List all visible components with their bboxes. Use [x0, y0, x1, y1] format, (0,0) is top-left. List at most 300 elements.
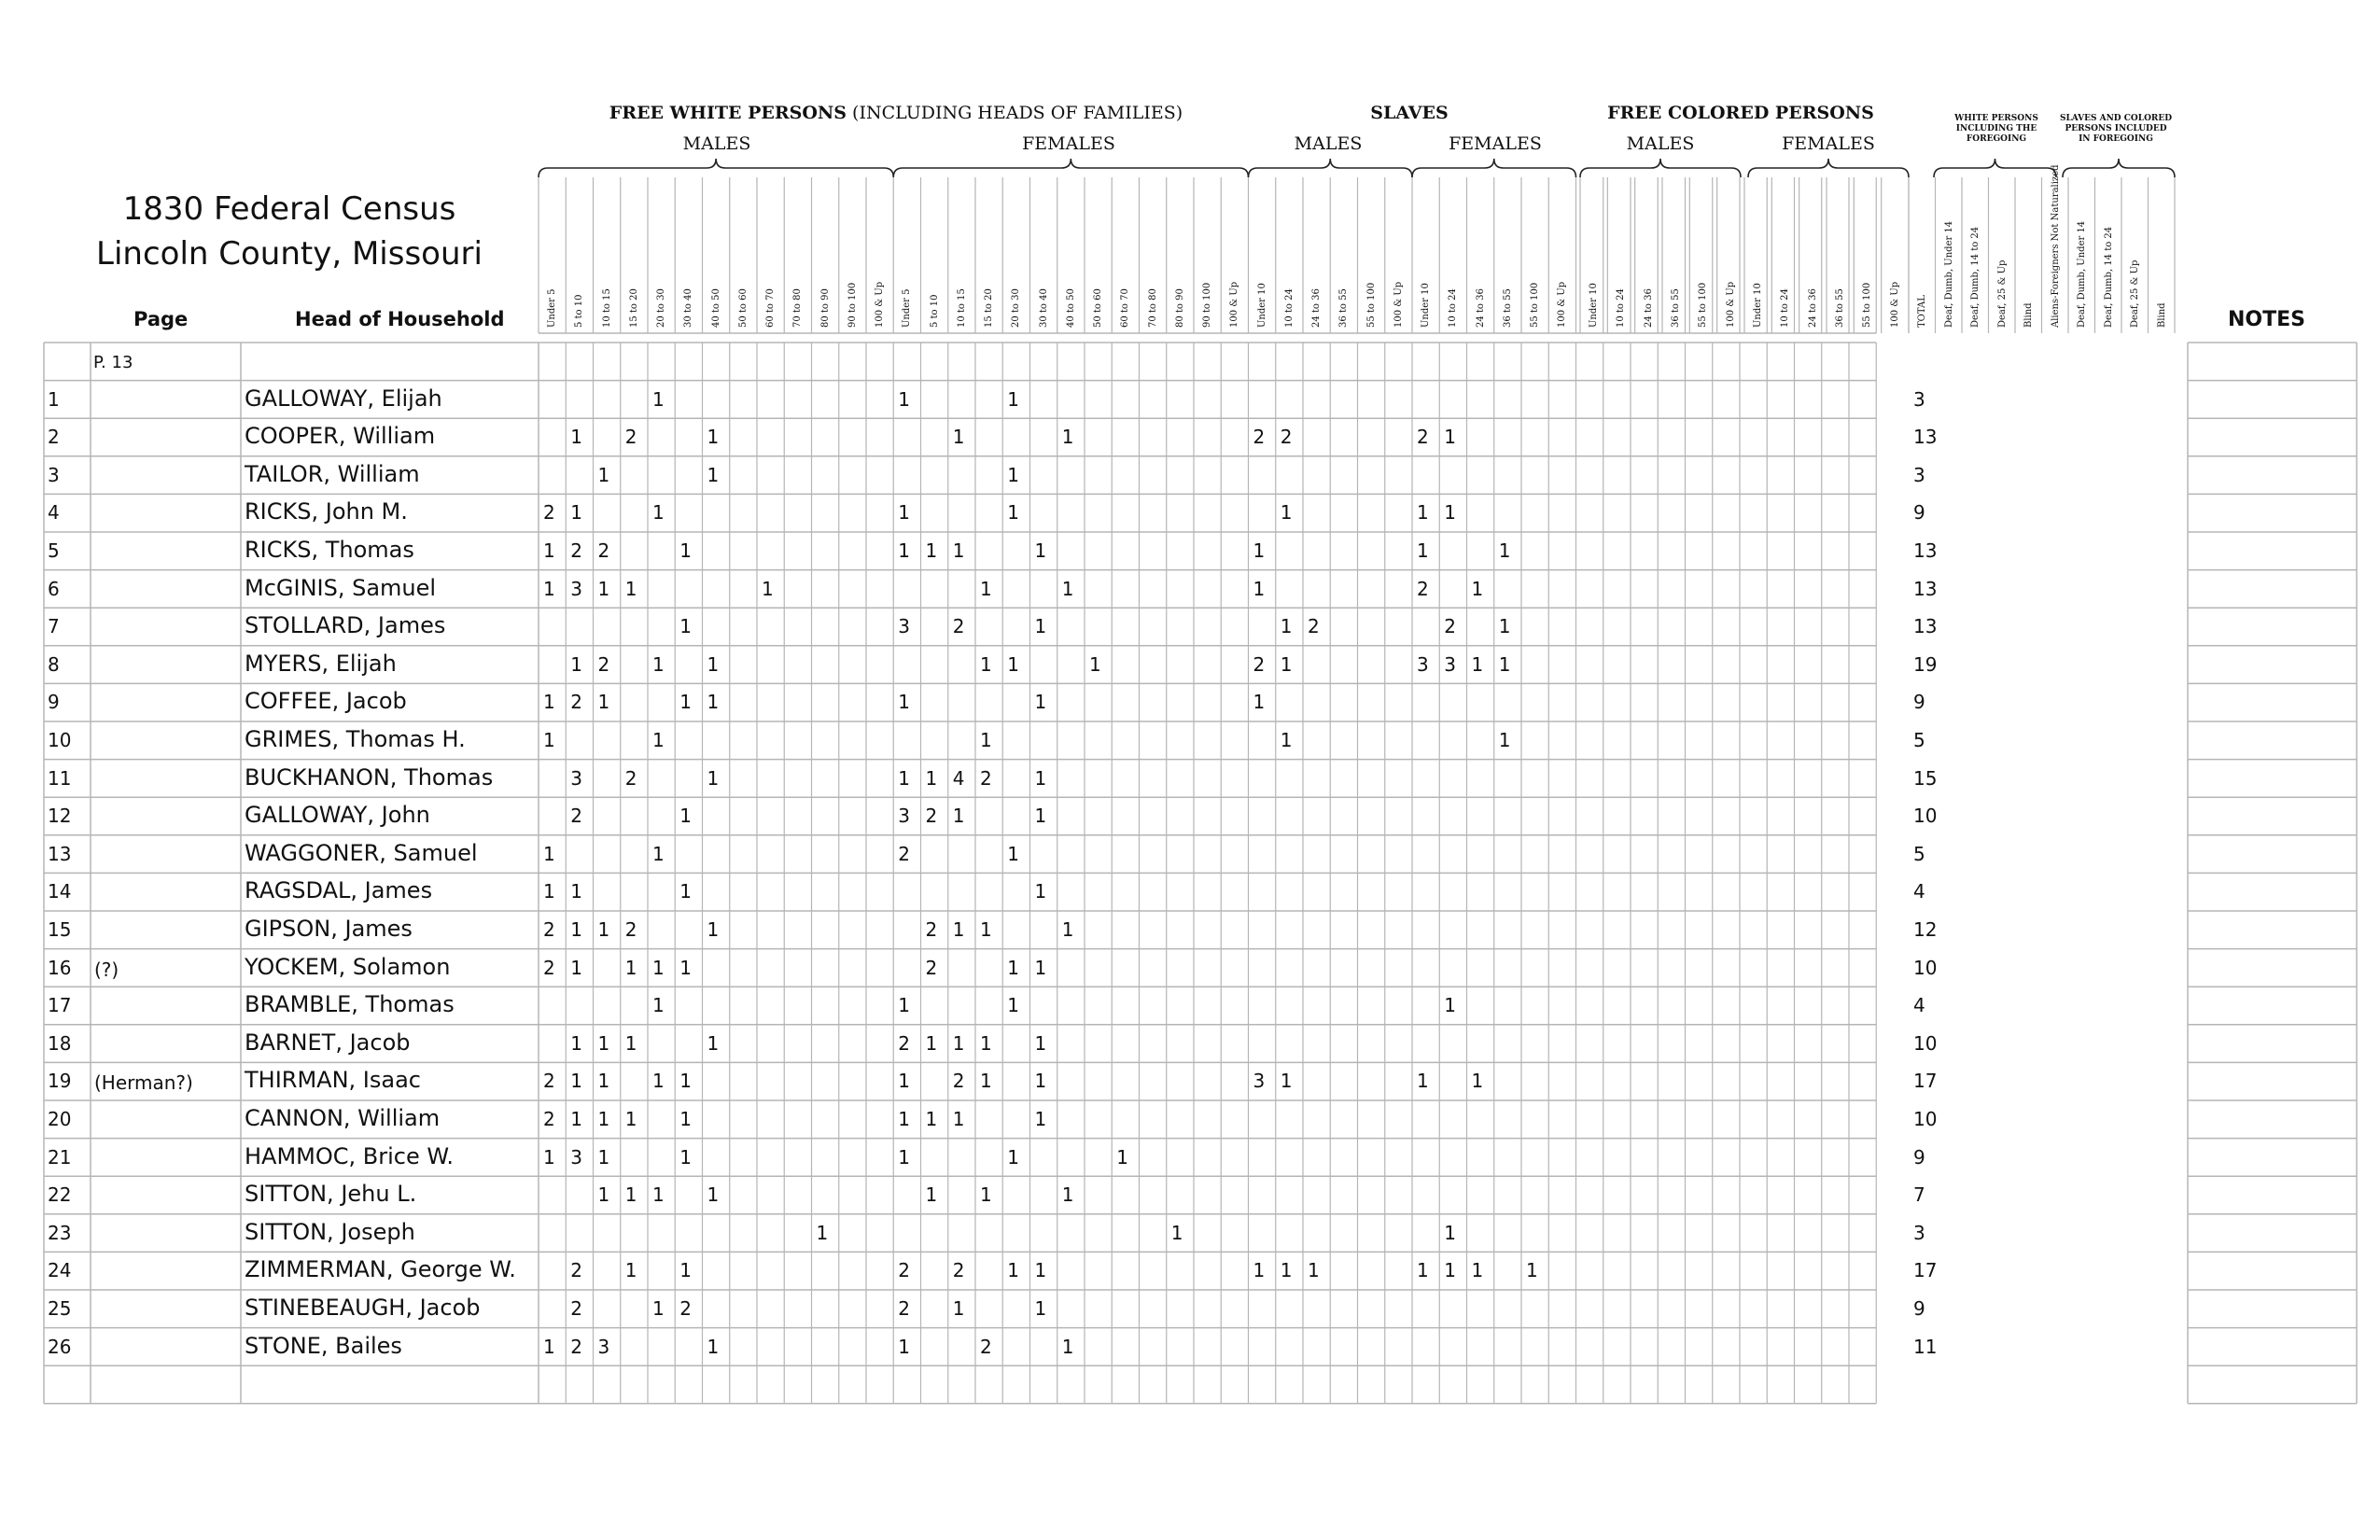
white-persons-disabled-header: WHITE PERSONS INCLUDING THE FOREGOING: [1954, 114, 2038, 144]
count-cell: 1: [1280, 1259, 1293, 1282]
total-cell: 4: [1913, 994, 1925, 1017]
count-cell: 1: [597, 577, 610, 600]
count-cell: 2: [1253, 426, 1266, 449]
count-cell: 1: [543, 691, 555, 714]
age-column-label-text: 10 to 24: [1283, 288, 1295, 328]
count-cell: 1: [597, 918, 610, 941]
total-cell: 9: [1913, 1297, 1925, 1320]
count-cell: 1: [1034, 1108, 1047, 1130]
count-cell: 1: [1034, 1031, 1047, 1055]
count-cell: 1: [1253, 577, 1266, 600]
count-cell: 1: [652, 842, 665, 865]
household-name: GIPSON, James: [245, 916, 413, 942]
count-cell: 1: [925, 539, 938, 562]
fcp-females-header: FEMALES: [1782, 133, 1875, 154]
fcp-males-header: MALES: [1626, 133, 1695, 154]
count-cell: 1: [1471, 577, 1484, 600]
count-cell: 1: [952, 1108, 965, 1130]
count-cell: 1: [898, 387, 910, 411]
count-cell: 1: [1034, 766, 1047, 790]
count-cell: 1: [1417, 501, 1429, 525]
count-cell: 1: [1007, 1259, 1019, 1282]
count-cell: 1: [543, 842, 555, 865]
household-name: COFFEE, Jacob: [245, 688, 407, 715]
count-cell: 1: [1061, 426, 1074, 449]
household-name: WAGGONER, Samuel: [245, 839, 478, 866]
count-cell: 2: [980, 1335, 992, 1358]
count-cell: 1: [1444, 994, 1456, 1017]
count-cell: 1: [762, 577, 774, 600]
count-cell: 3: [570, 577, 582, 600]
row-number: 8: [48, 652, 60, 676]
count-cell: 2: [1253, 652, 1266, 676]
count-cell: 1: [1007, 994, 1019, 1017]
count-cell: 2: [952, 1070, 965, 1093]
age-column-label-text: 24 to 36: [1475, 288, 1486, 328]
count-cell: 1: [1034, 1297, 1047, 1320]
count-cell: 1: [1280, 729, 1293, 751]
age-column-label-text: 50 to 60: [737, 288, 749, 328]
count-cell: 1: [1471, 1070, 1484, 1093]
count-cell: 1: [1034, 805, 1047, 828]
row-number: 23: [48, 1221, 72, 1244]
count-cell: 2: [898, 1031, 910, 1055]
total-cell: 7: [1913, 1183, 1925, 1207]
count-cell: 1: [652, 956, 665, 979]
count-cell: 1: [597, 463, 610, 486]
total-cell: 5: [1913, 842, 1925, 865]
count-cell: 1: [624, 1183, 637, 1207]
count-cell: 1: [898, 1335, 910, 1358]
free-white-persons-label: FREE WHITE PERSONS: [609, 103, 847, 123]
count-cell: 1: [679, 1259, 692, 1282]
page-reference: P. 13: [93, 353, 133, 372]
count-cell: 1: [1034, 615, 1047, 638]
count-cell: 3: [570, 766, 582, 790]
age-column-label-text: 36 to 55: [1502, 288, 1513, 328]
count-cell: 1: [570, 501, 582, 525]
total-cell: 13: [1913, 426, 1938, 449]
count-cell: 2: [925, 956, 938, 979]
total-cell: 10: [1913, 1031, 1938, 1055]
household-name: GRIMES, Thomas H.: [245, 726, 466, 752]
count-cell: 1: [1007, 652, 1019, 676]
count-cell: 1: [1280, 652, 1293, 676]
notes-column-header: NOTES: [2228, 308, 2305, 331]
count-cell: 1: [570, 1108, 582, 1130]
count-cell: 1: [707, 918, 720, 941]
age-column-label-text: 40 to 50: [710, 288, 721, 328]
row-number: 12: [48, 805, 72, 828]
count-cell: 1: [1471, 1259, 1484, 1282]
count-cell: 1: [1498, 539, 1511, 562]
count-cell: 1: [980, 1031, 992, 1055]
age-column-label-text: 30 to 40: [1038, 288, 1049, 328]
age-column-label-text: 55 to 100: [1698, 282, 1709, 328]
free-colored-persons-header: FREE COLORED PERSONS: [1607, 103, 1874, 123]
count-cell: 1: [952, 426, 965, 449]
row-number: 5: [48, 539, 60, 562]
row-number: 9: [48, 691, 60, 714]
count-cell: 1: [1526, 1259, 1538, 1282]
count-cell: 1: [1034, 691, 1047, 714]
row-number: 3: [48, 463, 60, 486]
count-cell: 1: [1034, 1070, 1047, 1093]
age-column-label-text: 20 to 30: [656, 288, 666, 328]
fwp-females-header: FEMALES: [1022, 133, 1115, 154]
age-column-label-text: 55 to 100: [1530, 282, 1540, 328]
household-name: RAGSDAL, James: [245, 877, 433, 904]
total-cell: 10: [1913, 805, 1938, 828]
count-cell: 1: [543, 539, 555, 562]
census-title: 1830 Federal Census: [122, 190, 456, 228]
total-cell: 15: [1913, 766, 1938, 790]
count-cell: 1: [898, 1070, 910, 1093]
head-of-household-column-header: Head of Household: [295, 308, 505, 330]
row-number: 17: [48, 994, 72, 1017]
age-column-label-text: 24 to 36: [1807, 288, 1818, 328]
household-name: RICKS, John M.: [245, 498, 408, 525]
count-cell: 1: [1061, 918, 1074, 941]
count-cell: 2: [570, 1259, 582, 1282]
count-cell: 2: [1417, 426, 1429, 449]
age-column-label-text: TOTAL: [1917, 295, 1927, 328]
age-column-label-text: 80 to 90: [1174, 288, 1185, 328]
count-cell: 1: [570, 1070, 582, 1093]
row-number: 25: [48, 1297, 72, 1320]
count-cell: 1: [1007, 956, 1019, 979]
count-cell: 2: [597, 652, 610, 676]
count-cell: 1: [925, 1108, 938, 1130]
age-column-label-text: 15 to 20: [628, 288, 639, 328]
count-cell: 1: [952, 1297, 965, 1320]
count-cell: 1: [707, 766, 720, 790]
age-column-label-text: 24 to 36: [1643, 288, 1654, 328]
count-cell: 2: [1417, 577, 1429, 600]
row-number: 2: [48, 426, 60, 449]
age-column-label-text: Blind: [2023, 302, 2034, 328]
count-cell: 1: [679, 1145, 692, 1169]
count-cell: 1: [1061, 1183, 1074, 1207]
age-column-label-text: 10 to 15: [956, 288, 967, 328]
count-cell: 1: [1061, 1335, 1074, 1358]
count-cell: 1: [816, 1221, 829, 1244]
row-number: 19: [48, 1070, 72, 1093]
count-cell: 2: [898, 842, 910, 865]
count-cell: 2: [624, 426, 637, 449]
count-cell: 2: [570, 691, 582, 714]
count-cell: 1: [652, 1070, 665, 1093]
count-cell: 1: [652, 994, 665, 1017]
count-cell: 1: [679, 539, 692, 562]
count-cell: 1: [1007, 1145, 1019, 1169]
age-column-label-text: 55 to 100: [1862, 282, 1873, 328]
age-column-label-text: 10 to 15: [601, 288, 612, 328]
slave-females-header: FEMALES: [1449, 133, 1542, 154]
count-cell: 1: [1498, 652, 1511, 676]
row-number: 26: [48, 1335, 72, 1358]
age-column-label-text: 5 to 10: [929, 294, 940, 328]
count-cell: 2: [543, 956, 555, 979]
age-column-label-text: Under 10: [1753, 283, 1763, 328]
age-column-label-text: 100 & Up: [1889, 281, 1900, 328]
fwp-males-header: MALES: [682, 133, 751, 154]
count-cell: 1: [570, 880, 582, 903]
count-cell: 1: [707, 1031, 720, 1055]
count-cell: 1: [1034, 1259, 1047, 1282]
count-cell: 1: [707, 652, 720, 676]
row-number: 22: [48, 1183, 72, 1207]
count-cell: 1: [707, 1335, 720, 1358]
age-column-label-text: 70 to 80: [1147, 288, 1158, 328]
count-cell: 1: [543, 1145, 555, 1169]
age-column-label-text: Under 5: [902, 288, 913, 328]
age-column-label-text: 36 to 55: [1835, 288, 1845, 328]
age-column-label-text: Deaf, 25 & Up: [2130, 259, 2140, 328]
total-cell: 13: [1913, 577, 1938, 600]
count-cell: 1: [952, 805, 965, 828]
count-cell: 1: [624, 1259, 637, 1282]
count-cell: 1: [1253, 539, 1266, 562]
count-cell: 2: [1280, 426, 1293, 449]
count-cell: 1: [925, 1031, 938, 1055]
count-cell: 1: [652, 1183, 665, 1207]
age-column-label-text: 100 & Up: [1393, 281, 1404, 328]
row-number: 24: [48, 1259, 72, 1282]
age-column-label-text: 80 to 90: [819, 288, 831, 328]
row-number: 15: [48, 918, 72, 941]
count-cell: 2: [570, 539, 582, 562]
count-cell: 1: [1061, 577, 1074, 600]
count-cell: 1: [952, 918, 965, 941]
count-cell: 1: [543, 880, 555, 903]
age-column-label-text: Deaf, 25 & Up: [1996, 259, 2008, 328]
count-cell: 3: [898, 615, 910, 638]
age-column-label-text: 60 to 70: [765, 288, 776, 328]
count-cell: 1: [624, 1108, 637, 1130]
count-cell: 2: [952, 615, 965, 638]
household-name: MYERS, Elijah: [245, 650, 397, 677]
household-name: BARNET, Jacob: [245, 1029, 411, 1056]
age-column-label-text: 90 to 100: [1202, 282, 1212, 328]
count-cell: 1: [543, 1335, 555, 1358]
count-cell: 1: [980, 1183, 992, 1207]
count-cell: 3: [570, 1145, 582, 1169]
count-cell: 1: [925, 1183, 938, 1207]
age-column-label-text: 10 to 24: [1448, 288, 1459, 328]
slave-males-header: MALES: [1294, 133, 1363, 154]
count-cell: 1: [1253, 691, 1266, 714]
count-cell: 1: [1417, 539, 1429, 562]
total-cell: 17: [1913, 1070, 1938, 1093]
count-cell: 3: [597, 1335, 610, 1358]
total-cell: 3: [1913, 463, 1925, 486]
household-name: GALLOWAY, Elijah: [245, 385, 442, 412]
age-column-label-text: 40 to 50: [1065, 288, 1076, 328]
count-cell: 1: [652, 1297, 665, 1320]
count-cell: 1: [570, 956, 582, 979]
count-cell: 1: [1034, 539, 1047, 562]
count-cell: 1: [597, 1183, 610, 1207]
age-column-label-text: Blind: [2156, 302, 2167, 328]
count-cell: 1: [1007, 387, 1019, 411]
count-cell: 1: [1444, 1221, 1456, 1244]
household-name: HAMMOC, Brice W.: [245, 1142, 454, 1169]
total-cell: 9: [1913, 1145, 1925, 1169]
count-cell: 1: [679, 1108, 692, 1130]
age-column-label-text: 24 to 36: [1311, 288, 1322, 328]
count-cell: 3: [1444, 652, 1456, 676]
age-column-label-text: 20 to 30: [1011, 288, 1022, 328]
count-cell: 1: [1444, 1259, 1456, 1282]
count-cell: 1: [1471, 652, 1484, 676]
count-cell: 1: [652, 729, 665, 751]
count-cell: 1: [898, 1145, 910, 1169]
row-number: 10: [48, 729, 72, 751]
age-column-label-text: 10 to 24: [1780, 288, 1791, 328]
count-cell: 1: [1417, 1259, 1429, 1282]
total-cell: 4: [1913, 880, 1925, 903]
age-column-label-text: Under 5: [547, 288, 557, 328]
total-cell: 9: [1913, 501, 1925, 525]
count-cell: 1: [1280, 1070, 1293, 1093]
count-cell: 4: [952, 766, 965, 790]
count-cell: 1: [952, 1031, 965, 1055]
row-number: 20: [48, 1108, 72, 1130]
total-cell: 5: [1913, 729, 1925, 751]
count-cell: 1: [1034, 880, 1047, 903]
count-cell: 2: [570, 1335, 582, 1358]
household-name: BUCKHANON, Thomas: [245, 763, 494, 791]
age-column-label-text: 100 & Up: [1557, 281, 1568, 328]
count-cell: 2: [624, 766, 637, 790]
count-cell: 1: [679, 956, 692, 979]
age-column-label-text: Deaf, Dumb, Under 14: [2077, 220, 2087, 328]
household-name: COOPER, William: [245, 423, 436, 450]
household-name: RICKS, Thomas: [245, 537, 414, 563]
count-cell: 3: [1253, 1070, 1266, 1093]
count-cell: 1: [898, 994, 910, 1017]
count-cell: 1: [1007, 463, 1019, 486]
age-column-label-text: 55 to 100: [1365, 282, 1377, 328]
count-cell: 2: [543, 501, 555, 525]
age-column-label-text: Deaf, Dumb, 14 to 24: [2103, 226, 2114, 328]
age-column-label-text: 10 to 24: [1616, 288, 1627, 328]
count-cell: 1: [898, 1108, 910, 1130]
count-cell: 1: [980, 918, 992, 941]
age-column-label-text: 100 & Up: [1229, 281, 1240, 328]
age-column-label-text: Under 10: [1589, 283, 1599, 328]
row-number: 18: [48, 1031, 72, 1055]
count-cell: 2: [543, 1070, 555, 1093]
count-cell: 1: [543, 729, 555, 751]
count-cell: 1: [980, 577, 992, 600]
page-note: (Herman?): [94, 1071, 193, 1095]
slaves-header: SLAVES: [1370, 103, 1449, 123]
household-name: STONE, Bailes: [245, 1332, 402, 1359]
row-number: 21: [48, 1145, 72, 1169]
age-column-label-text: 70 to 80: [792, 288, 804, 328]
count-cell: 1: [980, 729, 992, 751]
count-cell: 1: [679, 805, 692, 828]
count-cell: 1: [898, 766, 910, 790]
count-cell: 1: [952, 539, 965, 562]
total-cell: 3: [1913, 387, 1925, 411]
count-cell: 1: [1089, 652, 1101, 676]
total-cell: 12: [1913, 918, 1938, 941]
count-cell: 1: [597, 691, 610, 714]
count-cell: 2: [679, 1297, 692, 1320]
count-cell: 1: [624, 577, 637, 600]
count-cell: 1: [925, 766, 938, 790]
row-number: 4: [48, 501, 60, 525]
count-cell: 1: [597, 1070, 610, 1093]
count-cell: 2: [543, 1108, 555, 1130]
count-cell: 1: [1116, 1145, 1128, 1169]
count-cell: 1: [1308, 1259, 1320, 1282]
count-cell: 1: [1253, 1259, 1266, 1282]
count-cell: 2: [952, 1259, 965, 1282]
count-cell: 1: [707, 426, 720, 449]
total-cell: 9: [1913, 691, 1925, 714]
count-cell: 1: [679, 615, 692, 638]
page-note: (?): [94, 958, 119, 981]
count-cell: 2: [898, 1297, 910, 1320]
count-cell: 1: [1498, 615, 1511, 638]
count-cell: 1: [679, 880, 692, 903]
count-cell: 1: [1498, 729, 1511, 751]
age-column-label-text: 100 & Up: [875, 281, 885, 328]
count-cell: 2: [925, 805, 938, 828]
count-cell: 1: [624, 956, 637, 979]
count-cell: 1: [1280, 615, 1293, 638]
age-column-label-text: Deaf, Dumb, Under 14: [1943, 220, 1954, 328]
count-cell: 1: [570, 1031, 582, 1055]
row-number: 6: [48, 577, 60, 600]
count-cell: 1: [707, 463, 720, 486]
count-cell: 2: [1308, 615, 1320, 638]
count-cell: 1: [679, 691, 692, 714]
household-name: TAILOR, William: [245, 460, 420, 487]
count-cell: 1: [898, 501, 910, 525]
count-cell: 1: [1170, 1221, 1183, 1244]
total-cell: 11: [1913, 1335, 1938, 1358]
age-column-label-text: 36 to 55: [1671, 288, 1681, 328]
count-cell: 1: [570, 652, 582, 676]
count-cell: 1: [543, 577, 555, 600]
count-cell: 3: [1417, 652, 1429, 676]
household-name: McGINIS, Samuel: [245, 574, 437, 601]
count-cell: 1: [652, 501, 665, 525]
including-heads-label: (INCLUDING HEADS OF FAMILIES): [847, 103, 1183, 123]
count-cell: 2: [570, 805, 582, 828]
count-cell: 1: [1444, 501, 1456, 525]
total-cell: 3: [1913, 1221, 1925, 1244]
count-cell: 2: [597, 539, 610, 562]
total-cell: 13: [1913, 539, 1938, 562]
household-name: YOCKEM, Solamon: [245, 953, 451, 980]
count-cell: 2: [624, 918, 637, 941]
household-name: SITTON, Joseph: [245, 1218, 415, 1245]
age-column-label-text: 15 to 20: [984, 288, 994, 328]
count-cell: 2: [898, 1259, 910, 1282]
age-column-label-text: Under 10: [1256, 283, 1267, 328]
age-column-label-text: 60 to 70: [1120, 288, 1131, 328]
count-cell: 1: [1444, 426, 1456, 449]
count-cell: 1: [1417, 1070, 1429, 1093]
count-cell: 1: [1034, 956, 1047, 979]
household-name: BRAMBLE, Thomas: [245, 991, 455, 1018]
